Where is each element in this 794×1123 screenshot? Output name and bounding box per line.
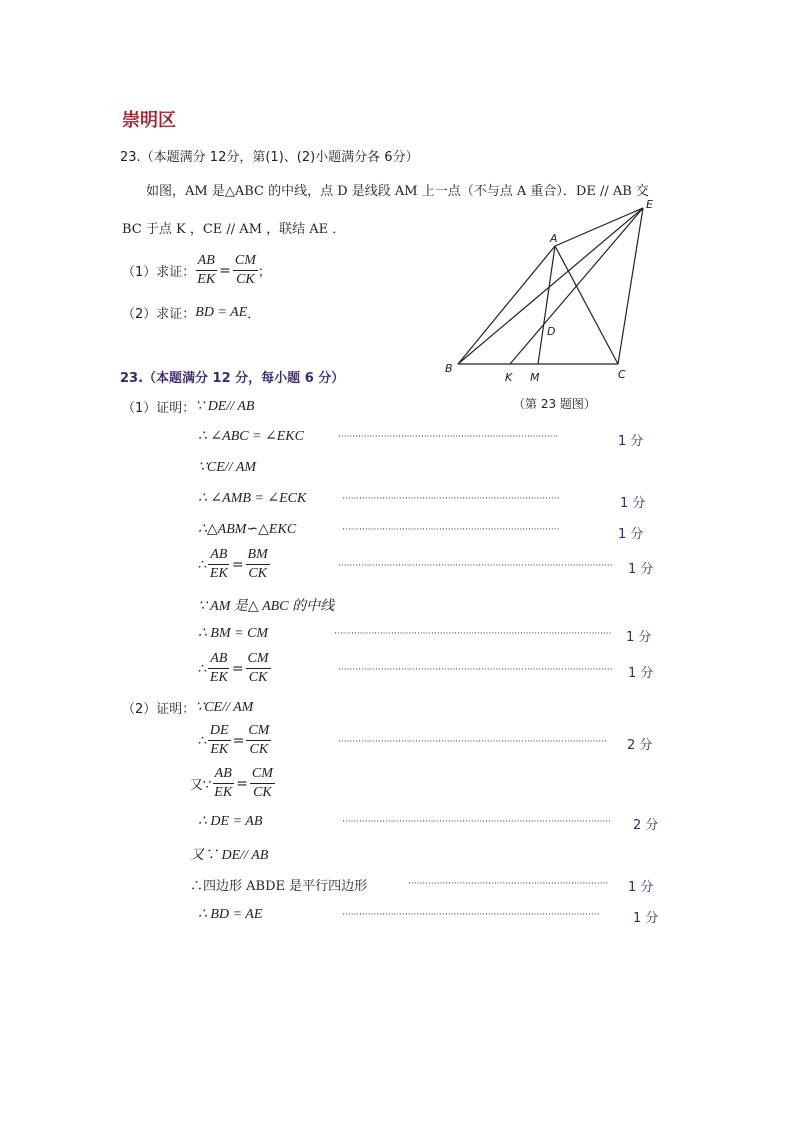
q1-tail: ；	[257, 265, 271, 280]
step-t5: ∴四边形 ABDE 是平行四边形	[190, 879, 368, 894]
fraction: $\frac{DE}{EK}$	[209, 723, 229, 757]
step-7-score: 1 分	[626, 630, 652, 645]
problem-stem-line2: BC 于点 K ，CE // AM ，联结 AE ．	[122, 222, 346, 237]
step-t6-score: 1 分	[633, 911, 659, 926]
point-label-k: K	[505, 371, 513, 384]
page-title: 崇明区	[122, 110, 176, 131]
step-2: ∵CE// AM	[198, 460, 257, 475]
step-t5-score: 1 分	[628, 880, 654, 895]
segment-ek	[510, 208, 643, 364]
step-t1-score: 2 分	[627, 738, 653, 753]
fraction: $\frac{AB}{EK}$	[209, 547, 228, 581]
point-label-m: M	[530, 371, 540, 384]
proof-1-label: （1）证明：	[122, 401, 196, 416]
dot-leader: ································································································	[338, 665, 613, 675]
step-1: ∴ ∠ABC = ∠EKC	[198, 429, 304, 444]
point-label-b: B	[445, 362, 453, 375]
point-label-c: C	[618, 368, 626, 381]
step-3-score: 1 分	[620, 496, 646, 511]
segment-ec	[618, 208, 643, 364]
step-t4: 又∵ DE// AB	[190, 848, 269, 863]
point-label-a: A	[550, 232, 558, 245]
step-t3: ∴ DE = AB	[198, 814, 263, 829]
step-t6: ∴ BD = AE	[198, 907, 263, 922]
point-label-d: D	[547, 325, 556, 338]
dot-leader: ······························································································	[338, 737, 607, 747]
q2-expression: BD = AE	[195, 304, 248, 320]
dot-leader: ·································································································	[334, 629, 612, 639]
step-3: ∴ ∠AMB = ∠ECK	[198, 491, 307, 506]
question-1	[122, 252, 271, 289]
q1-fraction-right: $\frac{CM}{CK}$	[234, 253, 256, 287]
geometry-figure	[440, 196, 680, 386]
fraction: $\frac{CM}{CK}$	[248, 723, 270, 757]
equals-sign: =	[219, 262, 231, 279]
fraction: $\frac{AB}{EK}$	[214, 766, 233, 800]
dot-leader: ·············································································	[338, 432, 559, 442]
segment-ae	[555, 208, 643, 246]
step-8: ∴ $\frac{AB}{EK}$ = $\frac{CM}{CK}$	[198, 651, 269, 685]
fraction: $\frac{BM}{CK}$	[247, 547, 268, 581]
dot-leader: ······························································································	[342, 817, 611, 827]
step-t1: ∴ $\frac{DE}{EK}$ = $\frac{CM}{CK}$	[198, 723, 270, 757]
fraction: $\frac{CM}{CK}$	[251, 766, 273, 800]
proof-2-label: （2）证明：	[122, 702, 196, 717]
q1-fraction-left: $\frac{AB}{EK}$	[197, 253, 216, 287]
step-8-score: 1 分	[628, 666, 654, 681]
fraction: $\frac{CM}{CK}$	[247, 651, 269, 685]
step-t2: 又∵ $\frac{AB}{EK}$ = $\frac{CM}{CK}$	[190, 766, 273, 800]
dot-leader: ································································································	[338, 561, 613, 571]
solution-header: 23.（本题满分 12 分，每小题 6 分）	[120, 371, 345, 386]
dot-leader: ··························································································	[342, 910, 600, 920]
dot-leader: ············································································	[342, 525, 560, 535]
step-4-score: 1 分	[618, 527, 644, 542]
figure-caption: （第 23 题图）	[513, 397, 596, 411]
step-7: ∴ BM = CM	[198, 626, 269, 641]
q2-tail: ．	[247, 307, 261, 322]
dot-leader: ············································································	[342, 494, 560, 504]
point-label-e: E	[646, 198, 653, 211]
step-t3-score: 2 分	[633, 818, 659, 833]
q1-label: （1）求证：	[122, 265, 196, 280]
segment-ac	[555, 246, 618, 364]
q2-label: （2）求证：	[122, 307, 196, 322]
fraction: $\frac{AB}{EK}$	[209, 651, 228, 685]
step-6: ∵ AM 是△ ABC 的中线	[198, 599, 335, 614]
proof-2-given: （2）证明： ∵CE// AM	[122, 700, 254, 717]
step-5: ∴ $\frac{AB}{EK}$ = $\frac{BM}{CK}$	[198, 547, 268, 581]
problem-stem-line1: 如图，AM 是△ABC 的中线，点 D 是线段 AM 上一点（不与点 A 重合）．DE // AB 交	[146, 184, 649, 199]
step-5-score: 1 分	[628, 562, 654, 577]
question-2	[122, 303, 260, 322]
problem-header: 23.（本题满分 12分，第(1)、(2)小题满分各 6分）	[120, 150, 419, 165]
step-4: ∴△ABM∽△EKC	[198, 522, 297, 537]
step-1-score: 1 分	[618, 434, 644, 449]
dot-leader: ······································································	[408, 879, 609, 889]
proof-1-given: （1）证明： ∵ DE// AB	[122, 399, 255, 416]
